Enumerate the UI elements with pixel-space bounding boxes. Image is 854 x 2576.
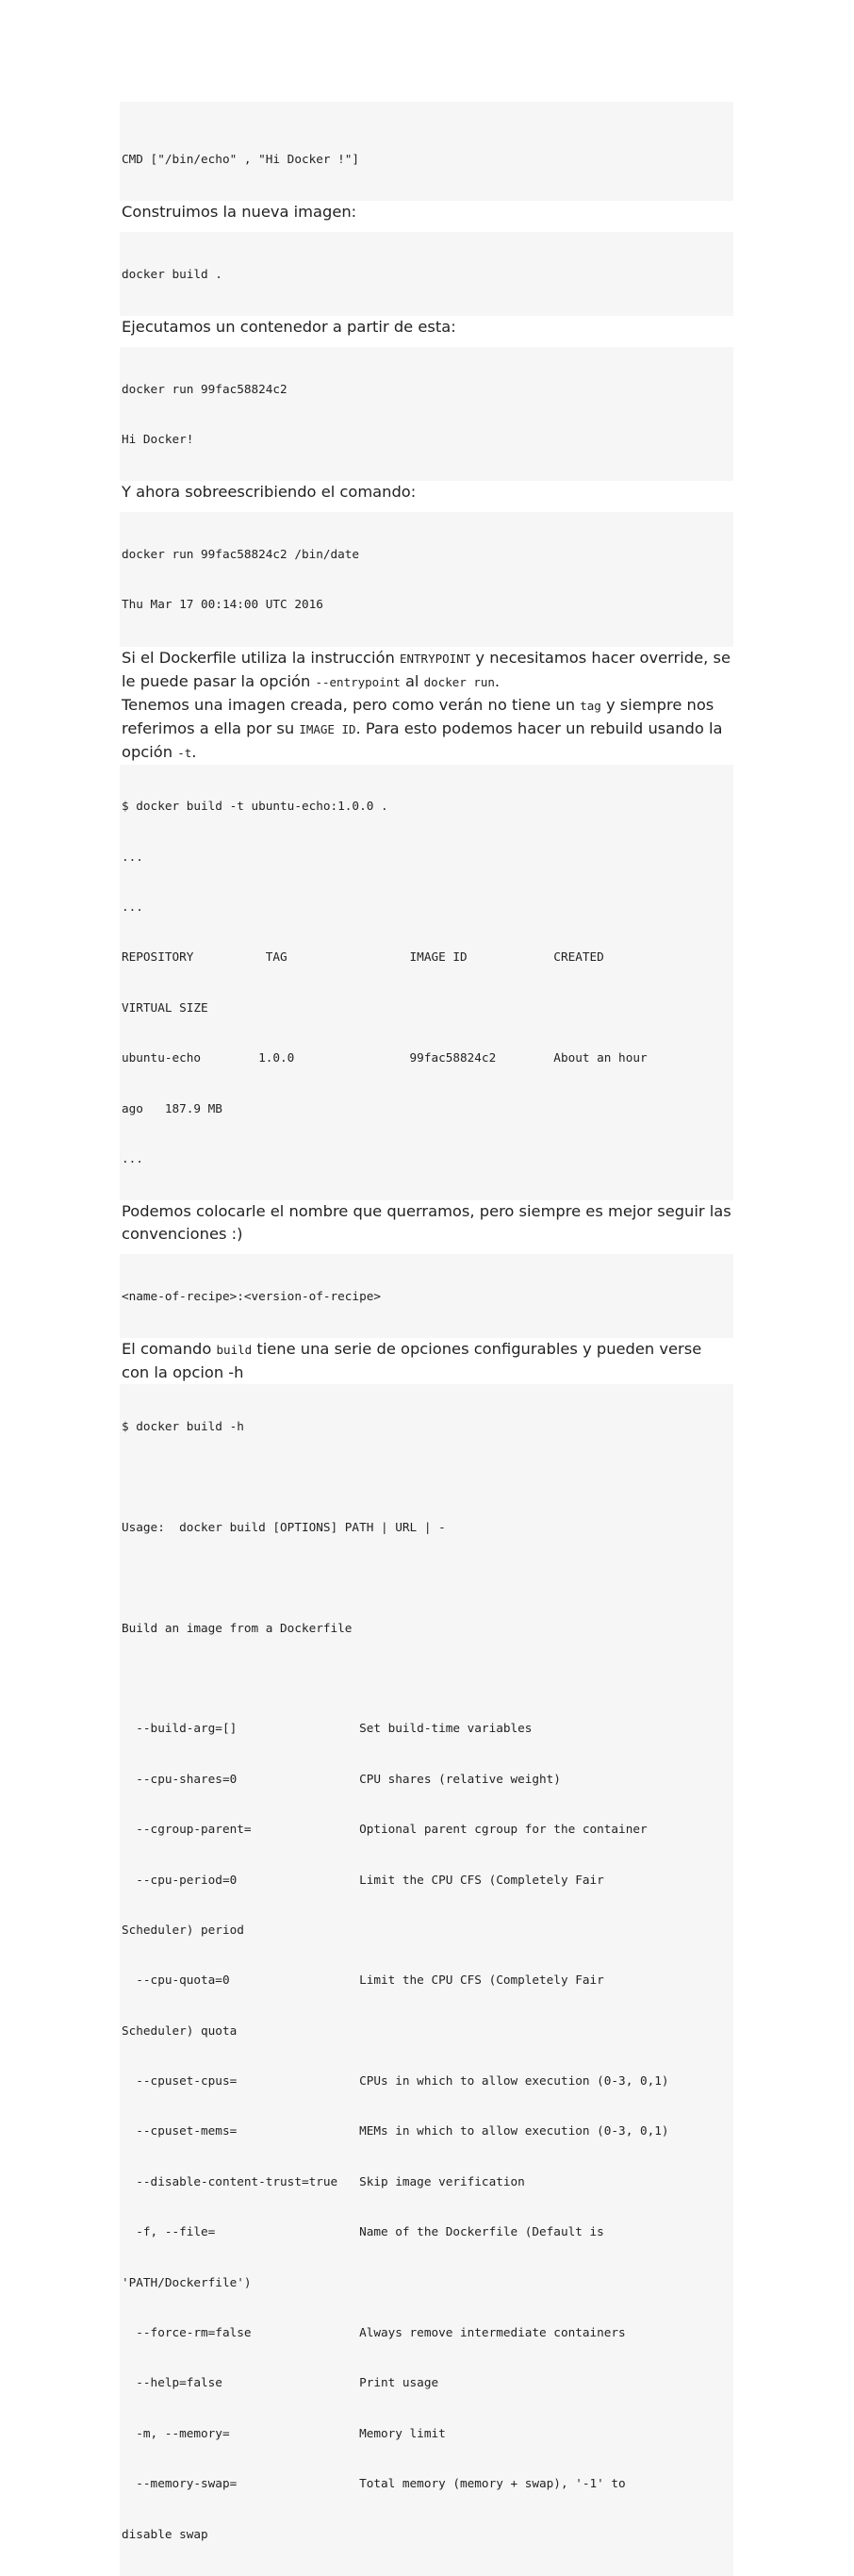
code-line: --cpuset-cpus= CPUs in which to allow execution (0-3, 0,1) — [122, 2073, 669, 2089]
code-line: $ docker build -h — [122, 1419, 244, 1434]
inline-code-docker-run: docker run — [423, 674, 495, 689]
code-line: docker build . — [122, 266, 222, 281]
code-line: -f, --file= Name of the Dockerfile (Default is — [122, 2224, 604, 2239]
code-block-build-help — [120, 1384, 733, 2576]
code-line: Build an image from a Dockerfile — [122, 1620, 353, 1635]
text-run: Tenemos una imagen creada, pero como verán no tiene un — [122, 695, 581, 714]
code-line: --force-rm=false Always remove intermediate containers — [122, 2325, 626, 2340]
code-line: docker run 99fac58824c2 — [122, 381, 287, 396]
inline-code-image-id: IMAGE ID — [299, 721, 356, 736]
code-block-build — [120, 232, 733, 316]
code-line: ... — [122, 849, 143, 864]
code-block-cmd — [120, 102, 733, 201]
paragraph-build-options — [122, 1338, 733, 1384]
code-line: --memory-swap= Total memory (memory + swap), '-1' to — [122, 2476, 626, 2491]
code-line: Usage: docker build [OPTIONS] PATH | URL | - — [122, 1519, 446, 1534]
code-line — [122, 1569, 731, 1586]
code-line: docker run 99fac58824c2 /bin/date — [122, 546, 360, 561]
paragraph-build-new-image: Construimos la nueva imagen: — [122, 202, 357, 221]
code-line: --disable-content-trust=true Skip image verification — [122, 2173, 525, 2188]
code-line: Hi Docker! — [122, 431, 194, 446]
code-line: --cpu-shares=0 CPU shares (relative weight) — [122, 1771, 561, 1786]
text-run: . — [494, 671, 501, 690]
code-line: Thu Mar 17 00:14:00 UTC 2016 — [122, 597, 323, 612]
code-line: ... — [122, 900, 143, 915]
code-block-recipe — [120, 1254, 733, 1338]
code-line: VIRTUAL SIZE — [122, 999, 208, 1015]
code-line: $ docker build -t ubuntu-echo:1.0.0 . — [122, 799, 388, 814]
code-block-run-date — [120, 512, 733, 646]
code-line: ... — [122, 1151, 143, 1166]
inline-code-entrypoint: ENTRYPOINT — [399, 651, 471, 666]
code-line: REPOSITORY TAG IMAGE ID CREATED — [122, 949, 604, 965]
code-line: Scheduler) quota — [122, 2023, 238, 2038]
code-line: ago 187.9 MB — [122, 1100, 222, 1115]
code-line: <name-of-recipe>:<version-of-recipe> — [122, 1289, 381, 1304]
text-run: al — [400, 671, 424, 690]
code-line: ubuntu-echo 1.0.0 99fac58824c2 About an hour — [122, 1050, 648, 1065]
code-block-run — [120, 347, 733, 481]
document-content — [120, 102, 733, 2576]
code-line — [122, 1670, 731, 1687]
inline-code-build: build — [216, 1343, 253, 1358]
code-line: --cpu-quota=0 Limit the CPU CFS (Completely Fair — [122, 1973, 604, 1988]
code-line: disable swap — [122, 2526, 208, 2541]
paragraph-override-command: Y ahora sobreescribiendo el comando: — [122, 483, 417, 502]
text-run: . — [191, 742, 197, 761]
text-run: y siempre nos referimos a ella por su — [122, 695, 714, 737]
code-line: -m, --memory= Memory limit — [122, 2425, 446, 2440]
code-block-tag-build — [120, 765, 733, 1201]
inline-code-tag: tag — [580, 698, 601, 713]
paragraph-run-container: Ejecutamos un contenedor a partir de esta: — [122, 317, 456, 336]
inline-code-entrypoint-flag: --entrypoint — [315, 674, 401, 689]
text-run: y necesitamos hacer override, se le puede pasar la opción — [122, 648, 731, 690]
text-run: Si el Dockerfile utiliza la instrucción — [122, 648, 400, 667]
paragraph-entrypoint — [122, 647, 733, 694]
inline-code-t-flag: -t — [177, 745, 192, 760]
code-line: --cpu-period=0 Limit the CPU CFS (Completely Fair — [122, 1872, 604, 1887]
code-line — [122, 1468, 731, 1485]
code-line: Scheduler) period — [122, 1922, 244, 1937]
text-run: . Para esto podemos hacer un rebuild usando la opción — [122, 718, 723, 761]
code-line: CMD ["/bin/echo" , "Hi Docker !"] — [122, 151, 360, 166]
paragraph-naming: Podemos colocarle el nombre que querramos, pero siempre es mejor seguir las convenciones :) — [122, 1202, 731, 1244]
text-run: El comando — [122, 1340, 217, 1359]
code-line: --cgroup-parent= Optional parent cgroup for the container — [122, 1822, 648, 1837]
code-line: --cpuset-mems= MEMs in which to allow execution (0-3, 0,1) — [122, 2123, 669, 2138]
code-line: --build-arg=[] Set build-time variables — [122, 1721, 533, 1736]
code-line: --help=false Print usage — [122, 2375, 439, 2390]
text-run: tiene una serie de opciones configurables y pueden verse con la opcion -h — [122, 1340, 702, 1382]
paragraph-tag — [122, 694, 733, 765]
code-line: 'PATH/Dockerfile') — [122, 2274, 252, 2289]
